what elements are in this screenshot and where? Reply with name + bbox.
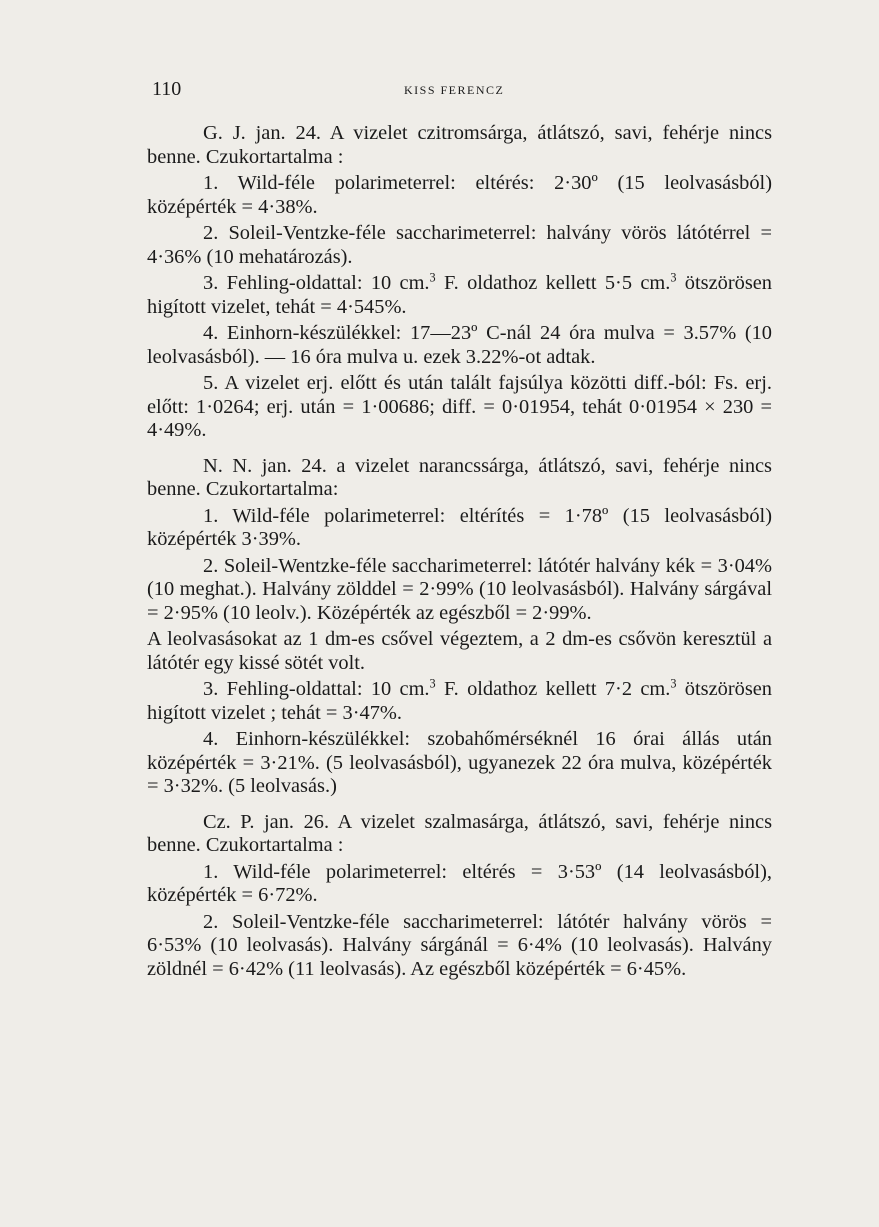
paragraph-gj-3	[147, 272, 772, 319]
paragraph-cz-intro: Cz. P. jan. 26. A vizelet szalmasárga, átlátszó, savi, fehérje nincs benne. Czukortartalma :	[147, 810, 772, 856]
superscript: 3	[670, 676, 677, 691]
paragraph-nn-1: 1. Wild-féle polarimeterrel: eltérítés = 1·78º (15 leolvasásból) középérték 3·39%.	[147, 504, 772, 550]
body-text	[147, 122, 772, 984]
paragraph-nn-2b: A leolvasásokat az 1 dm-es csővel végeztem, a 2 dm-es csővön keresztül a látótér egy kissé sötét volt.	[147, 628, 772, 674]
superscript: 3	[429, 676, 436, 691]
paragraph-cz-2: 2. Soleil-Ventzke-féle saccharimeterrel: látótér halvány vörös = 6·53% (10 leolvasás). Halvány sárgánál = 6·4% (10 leolvasás). Halvány zöldnél = 6·42% (11 leolvasás). Az egészből középérték = 6·45%.	[147, 910, 772, 980]
paragraph-gj-2: 2. Soleil-Ventzke-féle saccharimeterrel: halvány vörös látótérrel = 4·36% (10 mehatározás).	[147, 222, 772, 268]
text-fragment: F. oldathoz kellett 5·5 cm.	[435, 272, 671, 294]
text-fragment: 3. Fehling-oldattal: 10 cm.	[203, 678, 430, 700]
paragraph-cz-1: 1. Wild-féle polarimeterrel: eltérés = 3·53º (14 leolvasásból), középérték = 6·72%.	[147, 860, 772, 906]
text-fragment: F. oldathoz kellett 7·2 cm.	[435, 678, 671, 700]
text-fragment: 3. Fehling-oldattal: 10 cm.	[203, 272, 430, 294]
paragraph-gj-intro: G. J. jan. 24. A vizelet czitromsárga, átlátszó, savi, fehérje nincs benne. Czukortartalma :	[147, 122, 772, 168]
paragraph-gj-4: 4. Einhorn-készülékkel: 17—23º C-nál 24 óra mulva = 3.57% (10 leolvasásból). — 16 óra mulva u. ezek 3.22%-ot adtak.	[147, 322, 772, 368]
running-head: KISS FERENCZ	[404, 83, 505, 97]
page-header	[152, 78, 772, 100]
paragraph-gj-5: 5. A vizelet erj. előtt és után talált fajsúlya közötti diff.-ból: Fs. erj. előtt: 1·0264; erj. után = 1·00686; diff. = 0·01954, tehát 0·01954 × 230 = 4·49%.	[147, 372, 772, 441]
paragraph-nn-intro: N. N. jan. 24. a vizelet narancssárga, átlátszó, savi, fehérje nincs benne. Czukortartalma:	[147, 454, 772, 500]
text-fragment: ötszörösen higított vizelet, tehát = 4·545%.	[147, 272, 772, 318]
paragraph-gj-1: 1. Wild-féle polarimeterrel: eltérés: 2·30º (15 leolvasásból) középérték = 4·38%.	[147, 172, 772, 218]
paragraph-nn-4: 4. Einhorn-készülékkel: szobahőmérséknél 16 órai állás után középérték = 3·21%. (5 leolvasásból), ugyanezek 22 óra mulva, középérték = 3·32%. (5 leolvasás.)	[147, 728, 772, 797]
paragraph-nn-2: 2. Soleil-Wentzke-féle saccharimeterrel: látótér halvány kék = 3·04% (10 meghat.). Halvány zölddel = 2·99% (10 leolvasásból). Halvány sárgával = 2·95% (10 leolv.). Középérték az egészből = 2·99%.	[147, 554, 772, 624]
page-number: 110	[152, 78, 182, 100]
superscript: 3	[429, 270, 436, 285]
text-fragment: ötszörösen higított vizelet ; tehát = 3·47%.	[147, 678, 772, 724]
paragraph-nn-3	[147, 678, 772, 725]
superscript: 3	[670, 270, 677, 285]
